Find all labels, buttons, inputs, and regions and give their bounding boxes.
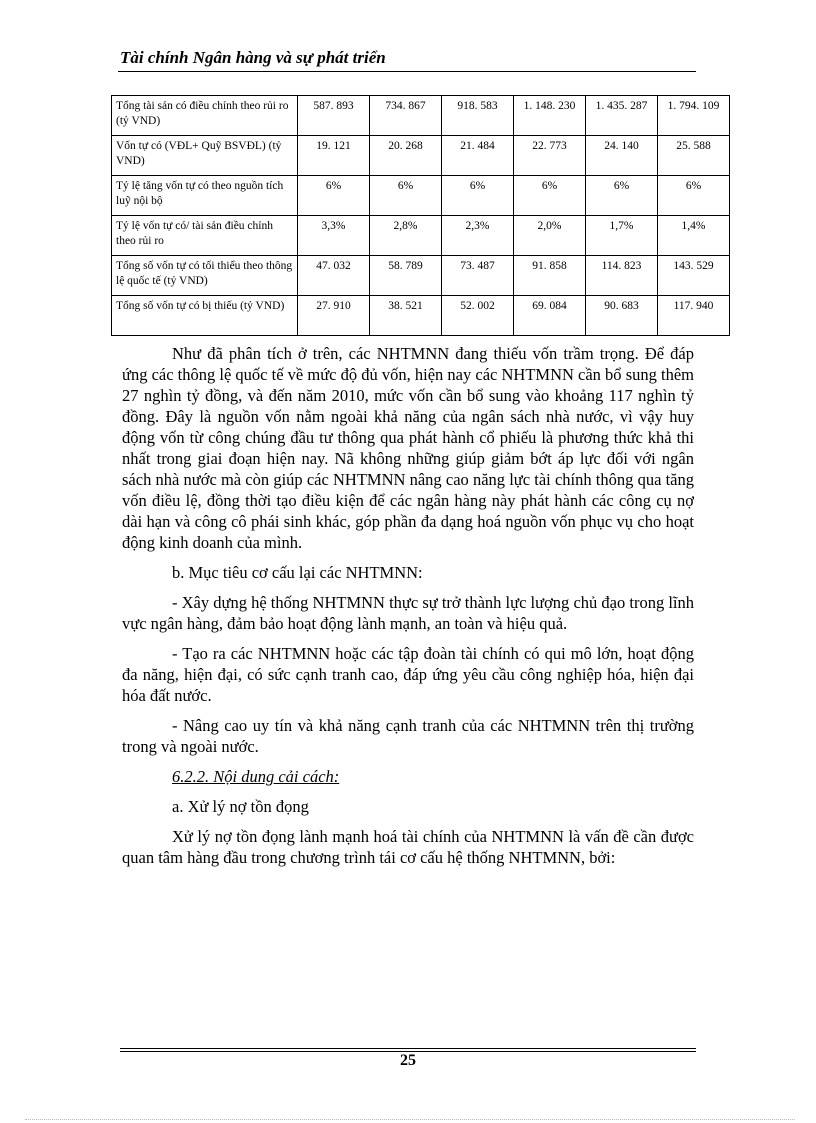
- table-cell: 20. 268: [370, 136, 442, 176]
- table-cell: 117. 940: [658, 296, 730, 336]
- row-label: Tổng tài sản có điều chỉnh theo rủi ro (tỷ VND): [112, 96, 298, 136]
- table-row: [112, 176, 730, 216]
- page-bottom-divider: [25, 1119, 795, 1120]
- table-cell: 734. 867: [370, 96, 442, 136]
- table-cell: 6%: [514, 176, 586, 216]
- footer-rule: [120, 1048, 696, 1049]
- table-row: [112, 256, 730, 296]
- table-row: [112, 296, 730, 336]
- table-cell: 73. 487: [442, 256, 514, 296]
- table-cell: 6%: [298, 176, 370, 216]
- table-cell: 38. 521: [370, 296, 442, 336]
- table-cell: 2,8%: [370, 216, 442, 256]
- capital-table: [111, 95, 730, 336]
- objective-2: - Tạo ra các NHTMNN hoặc các tập đoàn tài chính có qui mô lớn, hoạt động đa năng, hiện đại, có sức cạnh tranh cao, đáp ứng yêu cầu công nghiệp hóa, hiện đại hóa đất nước.: [122, 644, 694, 705]
- table-cell: 47. 032: [298, 256, 370, 296]
- row-label: Tổng số vốn tự có tối thiểu theo thông lệ quốc tế (tỷ VND): [112, 256, 298, 296]
- table-cell: 587. 893: [298, 96, 370, 136]
- table-cell: 2,3%: [442, 216, 514, 256]
- table-cell: 19. 121: [298, 136, 370, 176]
- body-text: [122, 343, 694, 868]
- page-number: 25: [400, 1052, 416, 1069]
- table-cell: 69. 084: [514, 296, 586, 336]
- section-heading: [122, 766, 694, 787]
- table-cell: 21. 484: [442, 136, 514, 176]
- section-heading-text: 6.2.2. Nội dung cải cách:: [172, 767, 340, 786]
- table-cell: 1,7%: [586, 216, 658, 256]
- table-cell: 2,0%: [514, 216, 586, 256]
- heading-a: a. Xử lý nợ tồn đọng: [172, 797, 309, 816]
- table-row: [112, 96, 730, 136]
- table-row: [112, 136, 730, 176]
- table-cell: 918. 583: [442, 96, 514, 136]
- table-cell: 91. 858: [514, 256, 586, 296]
- table-row: [112, 216, 730, 256]
- table-cell: 58. 789: [370, 256, 442, 296]
- table-cell: 52. 002: [442, 296, 514, 336]
- table-cell: 6%: [442, 176, 514, 216]
- table-cell: 1. 435. 287: [586, 96, 658, 136]
- table-cell: 90. 683: [586, 296, 658, 336]
- table-cell: 24. 140: [586, 136, 658, 176]
- table-cell: 6%: [658, 176, 730, 216]
- header-title: Tài chính Ngân hàng và sự phát triển: [120, 48, 386, 67]
- table-cell: 3,3%: [298, 216, 370, 256]
- table-cell: 143. 529: [658, 256, 730, 296]
- header-rule: [118, 71, 696, 72]
- table-cell: 6%: [370, 176, 442, 216]
- row-label: Tỷ lệ vốn tự có/ tài sản điều chỉnh theo rủi ro: [112, 216, 298, 256]
- table-cell: 6%: [586, 176, 658, 216]
- table-cell: 114. 823: [586, 256, 658, 296]
- table-cell: 1,4%: [658, 216, 730, 256]
- row-label: Vốn tự có (VĐL+ Quỹ BSVĐL) (tỷ VND): [112, 136, 298, 176]
- table-cell: 1. 148. 230: [514, 96, 586, 136]
- paragraph-bad-debt: Xử lý nợ tồn đọng lành mạnh hoá tài chính của NHTMNN là vấn đề cần được quan tâm hàng đầu trong chương trình tái cơ cấu hệ thống NHTMNN, bởi:: [122, 827, 694, 867]
- table-cell: 22. 773: [514, 136, 586, 176]
- paragraph-capital-shortage: Như đã phân tích ở trên, các NHTMNN đang thiếu vốn trầm trọng. Để đáp ứng các thông lệ quốc tế về mức độ đủ vốn, hiện nay các NHTMNN cần bổ sung thêm 27 nghìn tỷ đồng, và đến năm 2010, mức vốn cần bổ sung vào khoảng 117 nghìn tỷ đồng. Đây là nguồn vốn nằm ngoài khả năng của ngân sách nhà nước, vì vậy huy động vốn từ công chúng đầu tư thông qua phát hành cổ phiếu là phương thức khả thi nhất trong giai đoạn hiện nay. Nã không những giúp giảm bớt áp lực đối với ngân sách nhà nước mà còn giúp các NHTMNN nâng cao năng lực tài chính thông qua tăng vốn điều lệ, đồng thời tạo điều kiện để các ngân hàng này phát hành các công cụ nợ dài hạn và công cô phái sinh khác, góp phần đa dạng hoá nguồn vốn phục vụ cho hoạt động kinh doanh của mình.: [122, 344, 694, 552]
- row-label: Tỷ lệ tăng vốn tự có theo nguồn tích luỹ nội bộ: [112, 176, 298, 216]
- table-cell: 27. 910: [298, 296, 370, 336]
- objective-3: - Nâng cao uy tín và khả năng cạnh tranh của các NHTMNN trên thị trường trong và ngoài nước.: [122, 716, 694, 756]
- row-label: Tổng số vốn tự có bị thiếu (tỷ VND): [112, 296, 298, 336]
- heading-b: b. Mục tiêu cơ cấu lại các NHTMNN:: [172, 563, 423, 582]
- table-cell: 25. 588: [658, 136, 730, 176]
- table-cell: 1. 794. 109: [658, 96, 730, 136]
- objective-1: - Xây dựng hệ thống NHTMNN thực sự trở thành lực lượng chủ đạo trong lĩnh vực ngân hàng, đảm bảo hoạt động lành mạnh, an toàn và hiệu quả.: [122, 593, 694, 633]
